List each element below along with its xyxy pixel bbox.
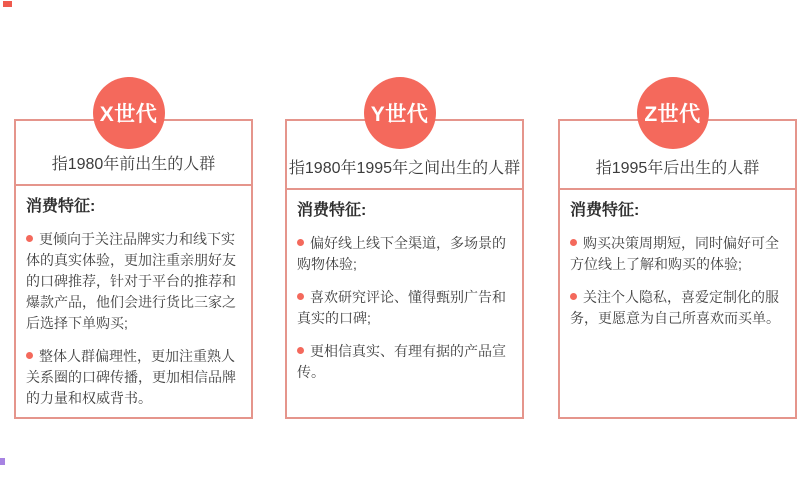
feature-item: [26, 229, 243, 334]
feature-item: [297, 233, 514, 275]
generation-subtitle: 指1980年1995年之间出生的人群: [288, 160, 521, 177]
feature-text: 更相信真实、有理有据的产品宣传。: [297, 343, 506, 380]
bullet-dot-icon: [26, 235, 33, 242]
features-heading: 消费特征:: [570, 202, 640, 219]
generation-badge: Y世代: [364, 77, 436, 149]
generation-subtitle: 指1980年前出生的人群: [51, 156, 216, 173]
generation-card-box: [285, 119, 524, 419]
bullet-dot-icon: [297, 239, 304, 246]
bullet-dot-icon: [297, 293, 304, 300]
feature-item: [570, 287, 787, 329]
generation-card-x: [14, 77, 253, 419]
bullet-dot-icon: [26, 352, 33, 359]
features-section: [560, 188, 795, 417]
generation-card-box: [558, 119, 797, 419]
feature-item: [570, 233, 787, 275]
features-heading: 消费特征:: [26, 198, 96, 215]
feature-text: 购买决策周期短，同时偏好可全方位线上了解和购买的体验;: [570, 235, 779, 272]
feature-text: 关注个人隐私，喜爱定制化的服务，更愿意为自己所喜欢而买单。: [570, 289, 780, 326]
edge-artifact-purple: [0, 458, 5, 465]
feature-text: 更倾向于关注品牌实力和线下实体的真实体验，更加注重亲朋好友的口碑推荐，针对于平台的推荐和爆款产品，他们会进行货比三家之后选择下单购买;: [26, 231, 236, 331]
feature-text: 喜欢研究评论、懂得甄别广告和真实的口碑;: [297, 289, 506, 326]
features-section: [16, 184, 251, 417]
generation-card-box: [14, 119, 253, 419]
edge-artifact-red: [3, 1, 12, 7]
feature-item: [297, 341, 514, 383]
generation-subtitle: 指1995年后出生的人群: [595, 160, 760, 177]
bullet-dot-icon: [570, 239, 577, 246]
feature-text: 偏好线上线下全渠道，多场景的购物体验;: [297, 235, 506, 272]
feature-text: 整体人群偏理性，更加注重熟人关系圈的口碑传播，更加相信品牌的力量和权威背书。: [26, 348, 236, 406]
feature-item: [26, 346, 243, 409]
generation-badge: Z世代: [637, 77, 709, 149]
bullet-dot-icon: [297, 347, 304, 354]
generation-card-z: [558, 77, 797, 419]
bullet-dot-icon: [570, 293, 577, 300]
generation-badge: X世代: [93, 77, 165, 149]
features-section: [287, 188, 522, 417]
generation-card-y: [285, 77, 524, 419]
feature-item: [297, 287, 514, 329]
features-heading: 消费特征:: [297, 202, 367, 219]
